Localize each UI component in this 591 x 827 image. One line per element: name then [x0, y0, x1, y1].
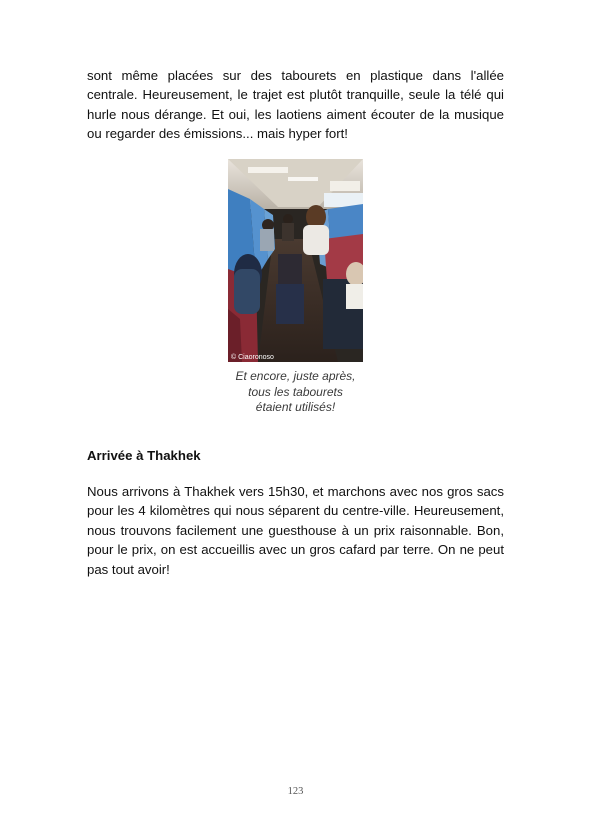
bus-aisle-illustration: [228, 159, 363, 362]
body-paragraph: sont même placées sur des tabourets en plastique dans l'allée centrale. Heureusement, le trajet est plutôt tranquille, seule la télé qui hurle nous dérange. Et oui, les laotiens aiment écouter de la musique ou regarder des émissions... mais hyper fort!: [87, 68, 504, 142]
photo-caption: [200, 369, 391, 416]
photo-watermark: © Ciaoronoso: [231, 354, 274, 361]
body-paragraph: Nous arrivons à Thakhek vers 15h30, et marchons avec nos gros sacs pour les 4 kilomètres qui nous séparent du centre-ville. Heureusement, nous trouvons facilement une guesthouse à un prix raisonnable. Bon, pour le prix, on est accueillis avec un gros cafard par terre. On ne peut pas tout avoir!: [87, 484, 504, 577]
page-number: 123: [287, 786, 304, 797]
caption-line: tous les tabourets: [248, 384, 343, 399]
caption-line: Et encore, juste après,: [235, 369, 356, 383]
bus-interior-photo: [228, 159, 363, 362]
section-heading: Arrivée à Thakhek: [87, 448, 201, 463]
caption-line: étaient utilisés!: [255, 400, 336, 414]
